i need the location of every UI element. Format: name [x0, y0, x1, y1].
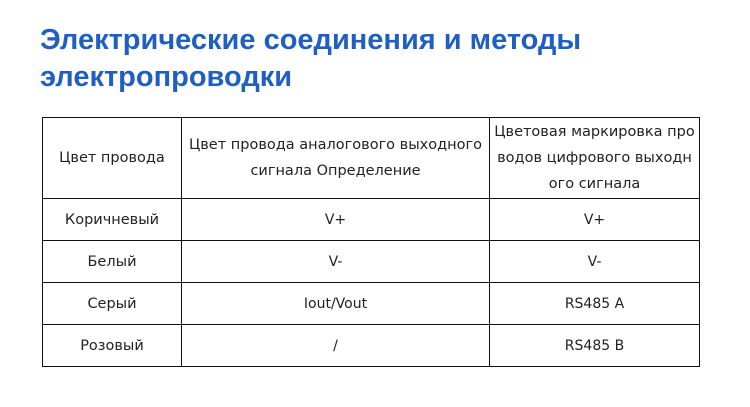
table-row [43, 325, 700, 367]
digital-value-cell: RS485 B [490, 325, 700, 367]
wiring-table [42, 117, 700, 367]
digital-value-cell: V- [490, 241, 700, 283]
wire-color-cell: Белый [43, 241, 182, 283]
table-row [43, 199, 700, 241]
table-header [43, 118, 700, 199]
page-title: Электрические соединения и методы электропроводки [40, 24, 582, 93]
wire-color-cell: Серый [43, 283, 182, 325]
table-row [43, 241, 700, 283]
header-digital-output: Цветовая маркировка проводов цифрового выходного сигнала [490, 118, 700, 199]
analog-value-cell: / [182, 325, 490, 367]
digital-value-cell: V+ [490, 199, 700, 241]
analog-value-cell: Iout/Vout [182, 283, 490, 325]
header-wire-color: Цвет провода [43, 118, 182, 199]
wire-color-cell: Розовый [43, 325, 182, 367]
wire-color-cell: Коричневый [43, 199, 182, 241]
header-analog-output: Цвет провода аналогового выходного сигнала Определение [182, 118, 490, 199]
digital-value-cell: RS485 A [490, 283, 700, 325]
analog-value-cell: V+ [182, 199, 490, 241]
table-row [43, 283, 700, 325]
table-body [43, 199, 700, 367]
header-row [43, 118, 700, 199]
analog-value-cell: V- [182, 241, 490, 283]
